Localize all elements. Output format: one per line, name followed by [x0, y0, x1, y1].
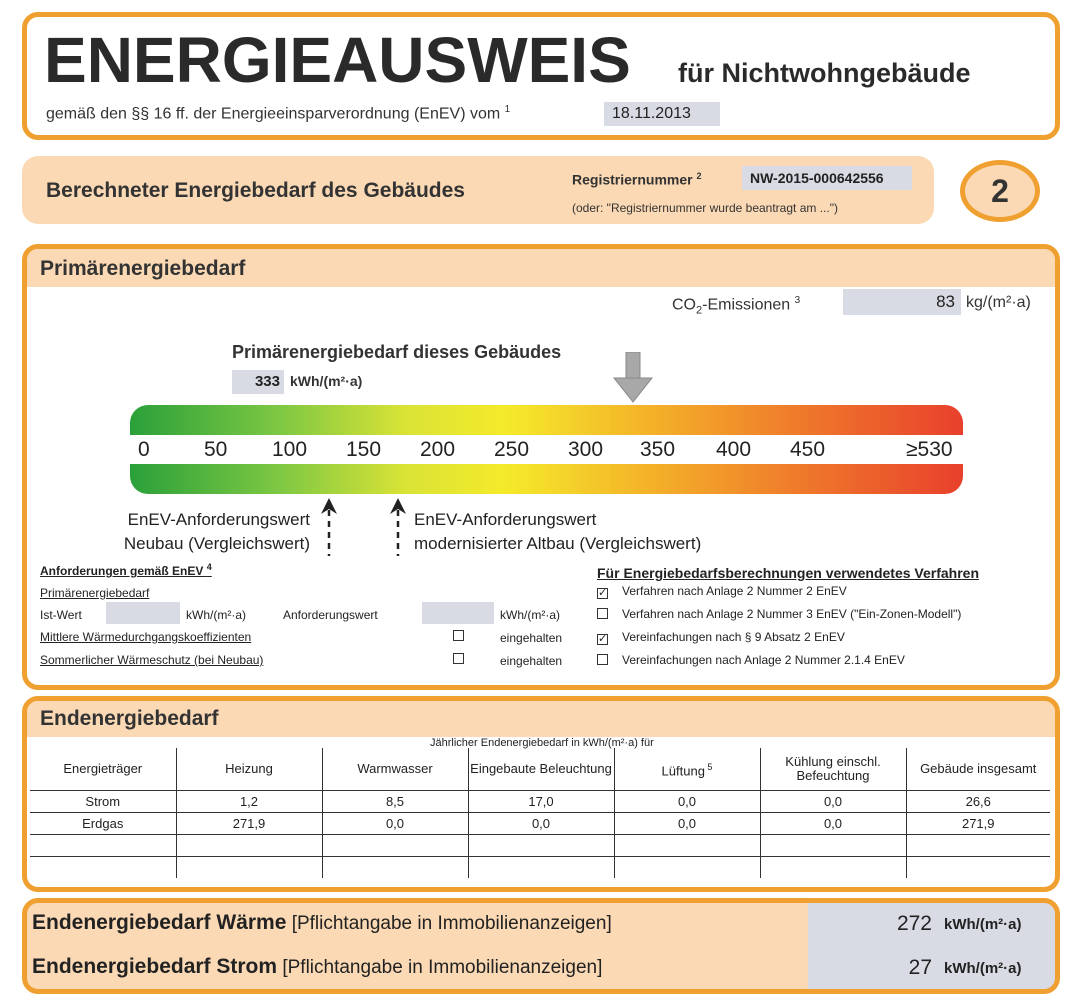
table-row — [30, 857, 1050, 879]
table-row — [30, 791, 1050, 813]
table-cell: 1,2 — [176, 791, 322, 813]
ordinance-date: 18.11.2013 — [612, 105, 691, 122]
procedure-item — [597, 630, 845, 645]
anf-unit: kWh/(m²·a) — [500, 608, 560, 622]
table-cell — [30, 857, 176, 879]
table-cell — [468, 835, 614, 857]
scale-label: 300 — [568, 438, 604, 461]
final-energy-table-caption: Jährlicher Endenergiebedarf in kWh/(m²·a) für — [430, 737, 654, 749]
heat-demand-unit: kWh/(m²·a) — [944, 916, 1022, 933]
table-cell — [176, 835, 322, 857]
primary-energy-heading: Primärenergiebedarf — [40, 257, 246, 280]
table-cell: 271,9 — [176, 813, 322, 835]
energy-scale-labels — [130, 438, 963, 464]
table-cell — [906, 857, 1050, 879]
table-cell: 0,0 — [760, 813, 906, 835]
scale-label: 100 — [272, 438, 308, 461]
summer-protection-label: Sommerlicher Wärmeschutz (bei Neubau) — [40, 653, 264, 667]
scale-label: 350 — [640, 438, 676, 461]
table-cell — [30, 835, 176, 857]
requirement-new-line1: EnEV-Anforderungswert — [127, 510, 310, 529]
footnote-5: 5 — [704, 761, 713, 772]
table-cell — [322, 835, 468, 857]
requirement-new-arrow-icon — [318, 498, 340, 558]
table-header-cell: Lüftung $^5$ — [614, 748, 760, 791]
procedure-item — [597, 584, 847, 599]
procedure-checkbox[interactable] — [597, 654, 608, 665]
table-cell: 26,6 — [906, 791, 1050, 813]
footnote-1: 1 — [504, 104, 511, 115]
scale-label: 0 — [138, 438, 150, 461]
registration-number-field — [742, 166, 912, 190]
page-number: 2 — [991, 173, 1009, 209]
table-header-cell: Heizung — [176, 748, 322, 791]
requirements-heading-wrap — [40, 562, 212, 578]
table-header-cell: Kühlung einschl. Befeuchtung — [760, 748, 906, 791]
ist-label: Ist-Wert — [40, 608, 82, 622]
table-cell: 17,0 — [468, 791, 614, 813]
table-cell: 271,9 — [906, 813, 1050, 835]
procedure-item-label: Vereinfachungen nach Anlage 2 Nummer 2.1.4 EnEV — [622, 653, 905, 667]
legal-basis-text — [46, 104, 510, 123]
registration-label: Registriernummer — [572, 171, 693, 188]
requirements-heading: Anforderungen gemäß EnEV — [40, 564, 204, 578]
summer-protection-checkbox[interactable] — [453, 653, 464, 664]
requirements-sub: Primärenergiebedarf — [40, 586, 150, 600]
power-demand-row — [32, 955, 602, 979]
scale-label: 50 — [204, 438, 228, 461]
requirement-new-line2: Neubau (Vergleichswert) — [123, 534, 310, 553]
building-demand-value: 333 — [254, 373, 280, 390]
procedure-checkbox[interactable]: ✓ — [598, 633, 608, 645]
building-demand-value-field — [232, 370, 284, 394]
requirement-new-label — [90, 508, 310, 556]
table-cell: 0,0 — [614, 791, 760, 813]
table-row — [30, 835, 1050, 857]
scale-label: ≥530 — [906, 438, 953, 461]
registration-label-wrap — [572, 171, 702, 188]
anf-label: Anforderungswert — [283, 608, 378, 622]
table-cell: 0,0 — [322, 813, 468, 835]
table-cell: 0,0 — [614, 813, 760, 835]
table-header-cell: Energieträger — [30, 748, 176, 791]
power-demand-value: 27 — [908, 956, 932, 979]
scale-label: 250 — [494, 438, 530, 461]
procedure-checkbox[interactable] — [597, 608, 608, 619]
requirement-old-line1: EnEV-Anforderungswert — [414, 510, 597, 529]
footnote-2: 2 — [696, 171, 702, 181]
final-energy-heading: Endenergiebedarf — [40, 707, 219, 730]
table-cell: 0,0 — [468, 813, 614, 835]
co2-label-sub: 2 — [696, 304, 703, 317]
ist-value-field — [106, 602, 180, 624]
heat-demand-row — [32, 911, 612, 935]
requirement-old-line2: modernisierter Altbau (Vergleichswert) — [414, 534, 702, 553]
legal-basis-label: gemäß den §§ 16 ff. der Energieeinsparverordnung (EnEV) vom — [46, 105, 501, 123]
final-energy-table — [30, 748, 1050, 878]
heat-demand-value: 272 — [896, 912, 932, 935]
document-title: ENERGIEAUSWEIS — [44, 24, 631, 96]
scale-label: 400 — [716, 438, 752, 461]
requirement-old-arrow-icon — [387, 498, 409, 558]
table-cell: 8,5 — [322, 791, 468, 813]
table-cell — [614, 835, 760, 857]
table-cell — [760, 857, 906, 879]
page-number-circle — [960, 160, 1040, 222]
co2-value: 83 — [936, 292, 955, 311]
procedure-item-label: Vereinfachungen nach § 9 Absatz 2 EnEV — [622, 630, 845, 644]
scale-label: 450 — [790, 438, 826, 461]
table-cell — [322, 857, 468, 879]
table-cell — [760, 835, 906, 857]
procedure-item — [597, 607, 961, 621]
procedure-checkbox[interactable]: ✓ — [598, 587, 608, 599]
heat-demand-note: [Pflichtangabe in Immobilienanzeigen] — [291, 913, 612, 934]
table-header-cell: Eingebaute Beleuchtung — [468, 748, 614, 791]
building-demand-unit: kWh/(m²·a) — [290, 373, 363, 389]
requirement-old-label — [414, 508, 701, 556]
table-cell — [176, 857, 322, 879]
u-value-label: Mittlere Wärmedurchgangskoeffizienten — [40, 630, 252, 644]
power-demand-note: [Pflichtangabe in Immobilienanzeigen] — [282, 957, 603, 978]
co2-label-pre: CO — [672, 296, 696, 314]
table-cell: 0,0 — [760, 791, 906, 813]
summer-protection-status: eingehalten — [500, 654, 563, 668]
footnote-3: 3 — [794, 295, 801, 306]
ordinance-date-field — [604, 102, 720, 126]
table-cell: Erdgas — [30, 813, 176, 835]
procedure-item — [597, 653, 905, 667]
power-demand-label: Endenergiebedarf Strom — [32, 955, 278, 978]
building-demand-label: Primärenergiebedarf dieses Gebäudes — [232, 342, 562, 362]
energy-scale-bar-top — [130, 405, 963, 435]
table-cell — [614, 857, 760, 879]
table-header-row — [30, 748, 1050, 791]
registration-number: NW-2015-000642556 — [750, 170, 884, 186]
building-demand-arrow-icon — [612, 352, 654, 404]
section-title: Berechneter Energiebedarf des Gebäudes — [46, 179, 465, 202]
power-demand-unit: kWh/(m²·a) — [944, 960, 1022, 977]
scale-label: 150 — [346, 438, 382, 461]
u-value-checkbox[interactable] — [453, 630, 464, 641]
footnote-4: 4 — [206, 562, 212, 572]
u-value-status: eingehalten — [500, 631, 563, 645]
table-cell — [468, 857, 614, 879]
table-cell — [906, 835, 1050, 857]
registration-note: (oder: "Registriernummer wurde beantragt am ...") — [572, 201, 838, 215]
table-header-cell: Warmwasser — [322, 748, 468, 791]
co2-unit: kg/(m²·a) — [966, 294, 1031, 311]
table-header-cell: Gebäude insgesamt — [906, 748, 1050, 791]
table-cell: Strom — [30, 791, 176, 813]
co2-label — [672, 295, 800, 317]
co2-label-post: -Emissionen — [702, 296, 791, 314]
anf-value-field — [422, 602, 494, 624]
ist-unit: kWh/(m²·a) — [186, 608, 246, 622]
document-title-suffix: für Nichtwohngebäude — [678, 58, 971, 88]
procedure-heading: Für Energiebedarfsberechnungen verwendetes Verfahren — [597, 565, 980, 581]
procedure-item-label: Verfahren nach Anlage 2 Nummer 3 EnEV ("Ein-Zonen-Modell") — [622, 607, 962, 621]
co2-value-field — [843, 289, 961, 315]
table-row — [30, 813, 1050, 835]
energy-scale-bar-bottom — [130, 464, 963, 494]
procedure-item-label: Verfahren nach Anlage 2 Nummer 2 EnEV — [622, 584, 847, 598]
heat-demand-label: Endenergiebedarf Wärme — [32, 911, 287, 934]
scale-label: 200 — [420, 438, 456, 461]
